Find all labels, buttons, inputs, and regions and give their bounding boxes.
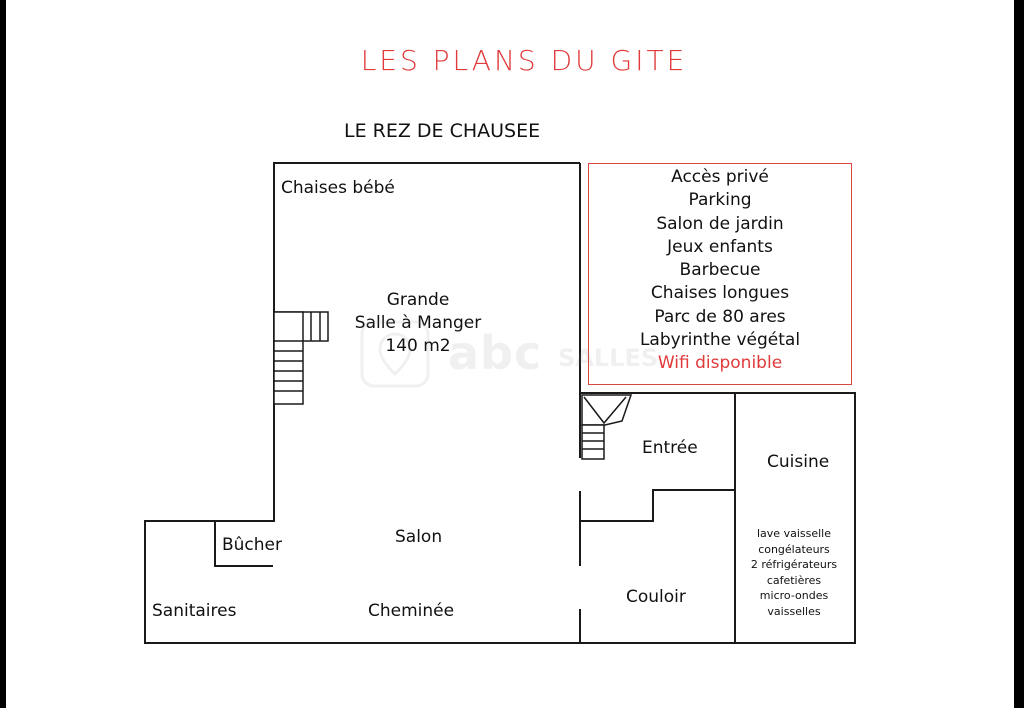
amenity-item: Labyrinthe végétal — [639, 330, 801, 351]
kitchen-item: congélateurs — [758, 542, 830, 556]
amenity-wifi: Wifi disponible — [657, 353, 783, 374]
page-title: LES PLANS DU GITE — [360, 44, 688, 77]
floor-plan-page — [6, 0, 1014, 708]
room-label-chaises-bebe: Chaises bébé — [281, 178, 395, 198]
staircase-left — [274, 312, 328, 404]
amenity-item: Jeux enfants — [667, 236, 773, 257]
watermark-suffix: SALLES — [558, 344, 659, 372]
kitchen-item: cafetières — [766, 573, 822, 587]
amenity-item: Chaises longues — [650, 283, 790, 304]
grande-salle-line-1: Grande — [386, 290, 450, 310]
room-label-sanitaires: Sanitaires — [152, 601, 237, 621]
room-label-bucher: Bûcher — [222, 535, 283, 555]
amenity-item: Parking — [688, 190, 752, 211]
grande-salle-line-3: 140 m2 — [385, 336, 451, 356]
kitchen-item: 2 réfrigérateurs — [750, 558, 838, 571]
room-label-grande-salle — [354, 289, 482, 358]
room-label-cuisine: Cuisine — [767, 452, 830, 472]
room-label-entree: Entrée — [642, 438, 698, 458]
amenity-item: Salon de jardin — [656, 213, 784, 234]
kitchen-item: micro-ondes — [759, 589, 829, 602]
amenity-item: Accès privé — [671, 167, 769, 187]
amenities-box — [588, 163, 852, 385]
grande-salle-line-2: Salle à Manger — [354, 313, 482, 333]
kitchen-equipment-list — [742, 526, 846, 619]
room-label-couloir: Couloir — [626, 587, 686, 607]
kitchen-item: vaisselles — [767, 604, 821, 618]
wall-outer-left — [145, 163, 580, 643]
amenity-item: Barbecue — [679, 260, 761, 281]
kitchen-item: lave vaisselle — [757, 527, 831, 540]
room-label-cheminee: Cheminée — [368, 601, 455, 621]
floor-subtitle: LE REZ DE CHAUSEE — [344, 120, 541, 142]
room-label-salon: Salon — [395, 527, 443, 547]
staircase-entree — [582, 395, 631, 459]
wall-entree-step — [580, 490, 735, 521]
watermark-brand: abc — [448, 326, 543, 380]
amenity-item: Parc de 80 ares — [654, 306, 786, 327]
amenities-list — [589, 164, 851, 376]
